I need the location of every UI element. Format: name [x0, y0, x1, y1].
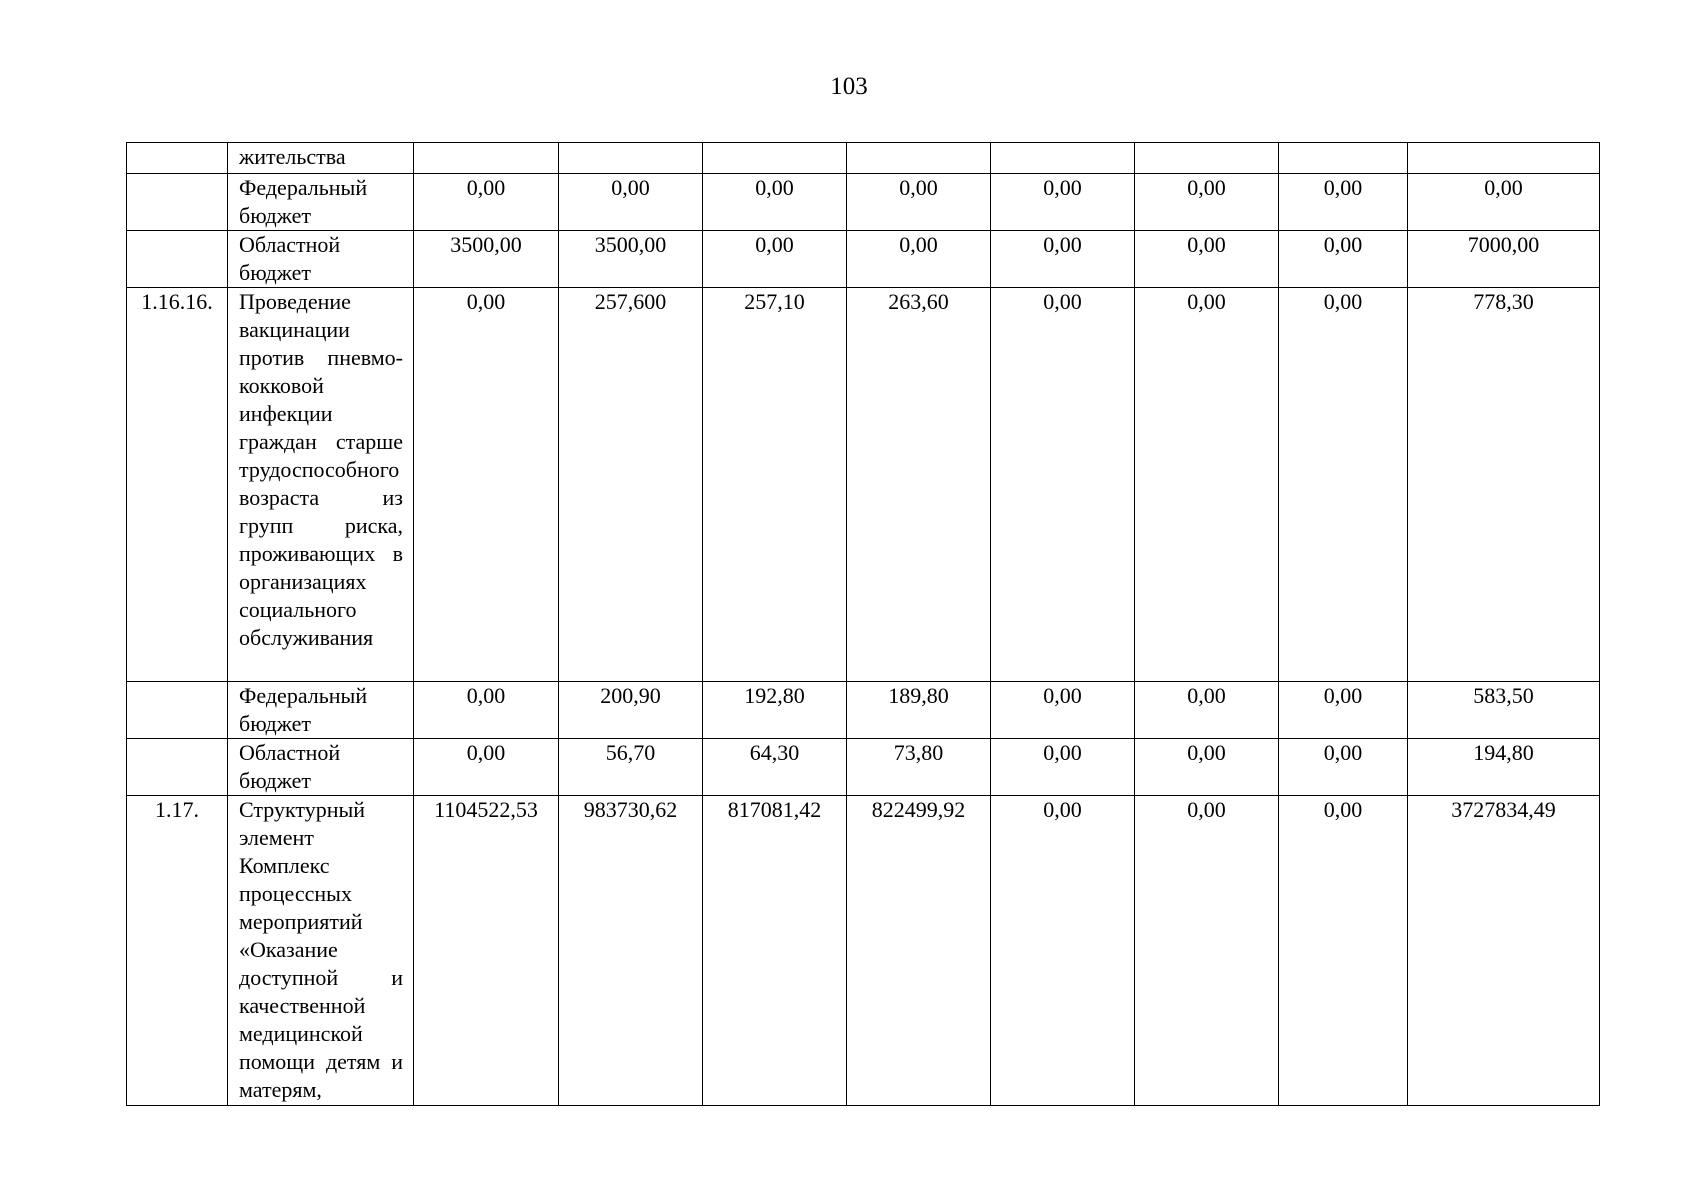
- value-cell: [414, 143, 559, 174]
- value-cell: 56,70: [559, 739, 703, 796]
- value-cell: 0,00: [847, 174, 991, 231]
- value-cell: 263,60: [847, 288, 991, 682]
- value-cell: 3727834,49: [1408, 796, 1600, 1106]
- value-cell: 0,00: [1279, 174, 1408, 231]
- row-name: Федеральный бюджет: [228, 174, 414, 231]
- value-cell: 0,00: [1135, 174, 1279, 231]
- row-name: Федеральный бюджет: [228, 682, 414, 739]
- value-cell: 0,00: [1279, 796, 1408, 1106]
- row-name: Проведение вакцинации против пневмококковой инфекции граждан старше трудоспособного возраста из групп риска, проживающих в организациях социального обслуживания: [228, 288, 414, 682]
- budget-table: [126, 142, 1600, 1106]
- table-row: [127, 288, 1600, 682]
- table-row: [127, 174, 1600, 231]
- row-code: [127, 143, 228, 174]
- value-cell: 0,00: [991, 796, 1135, 1106]
- value-cell: 0,00: [1279, 288, 1408, 682]
- value-cell: [559, 143, 703, 174]
- value-cell: 0,00: [991, 682, 1135, 739]
- row-code: [127, 231, 228, 288]
- value-cell: [1408, 143, 1600, 174]
- value-cell: 0,00: [703, 231, 847, 288]
- row-name: Областной бюджет: [228, 739, 414, 796]
- table-row: [127, 682, 1600, 739]
- value-cell: 257,600: [559, 288, 703, 682]
- value-cell: 200,90: [559, 682, 703, 739]
- value-cell: 0,00: [991, 174, 1135, 231]
- value-cell: [1279, 143, 1408, 174]
- value-cell: 0,00: [991, 231, 1135, 288]
- value-cell: 0,00: [559, 174, 703, 231]
- value-cell: [703, 143, 847, 174]
- value-cell: 817081,42: [703, 796, 847, 1106]
- value-cell: 0,00: [991, 739, 1135, 796]
- table-row: [127, 231, 1600, 288]
- value-cell: 0,00: [414, 682, 559, 739]
- value-cell: 194,80: [1408, 739, 1600, 796]
- value-cell: [1135, 143, 1279, 174]
- value-cell: 0,00: [414, 288, 559, 682]
- value-cell: 1104522,53: [414, 796, 559, 1106]
- table-row: [127, 796, 1600, 1106]
- page-number: 103: [830, 73, 868, 100]
- row-name: Областной бюджет: [228, 231, 414, 288]
- value-cell: 0,00: [847, 231, 991, 288]
- value-cell: 0,00: [703, 174, 847, 231]
- value-cell: 192,80: [703, 682, 847, 739]
- value-cell: [847, 143, 991, 174]
- value-cell: 0,00: [1135, 682, 1279, 739]
- value-cell: 0,00: [1135, 231, 1279, 288]
- value-cell: 3500,00: [414, 231, 559, 288]
- value-cell: 0,00: [1279, 682, 1408, 739]
- row-code: 1.16.16.: [127, 288, 228, 682]
- value-cell: 0,00: [414, 174, 559, 231]
- value-cell: 189,80: [847, 682, 991, 739]
- value-cell: 0,00: [1135, 288, 1279, 682]
- table-row: [127, 739, 1600, 796]
- row-code: [127, 739, 228, 796]
- value-cell: 257,10: [703, 288, 847, 682]
- value-cell: [991, 143, 1135, 174]
- value-cell: 0,00: [1279, 739, 1408, 796]
- row-name: Структурный элемент Комплекс процессных мероприятий «Оказание доступной и качественной медицинской помощи детям и матерям,: [228, 796, 414, 1106]
- row-code: 1.17.: [127, 796, 228, 1106]
- value-cell: 583,50: [1408, 682, 1600, 739]
- value-cell: 778,30: [1408, 288, 1600, 682]
- value-cell: 983730,62: [559, 796, 703, 1106]
- value-cell: 0,00: [1279, 231, 1408, 288]
- row-name: жительства: [228, 143, 414, 174]
- value-cell: 0,00: [414, 739, 559, 796]
- value-cell: 7000,00: [1408, 231, 1600, 288]
- row-code: [127, 174, 228, 231]
- value-cell: 0,00: [1135, 796, 1279, 1106]
- value-cell: 0,00: [1135, 739, 1279, 796]
- value-cell: 64,30: [703, 739, 847, 796]
- value-cell: 3500,00: [559, 231, 703, 288]
- value-cell: 73,80: [847, 739, 991, 796]
- value-cell: 0,00: [1408, 174, 1600, 231]
- value-cell: 0,00: [991, 288, 1135, 682]
- value-cell: 822499,92: [847, 796, 991, 1106]
- row-code: [127, 682, 228, 739]
- table-row: [127, 143, 1600, 174]
